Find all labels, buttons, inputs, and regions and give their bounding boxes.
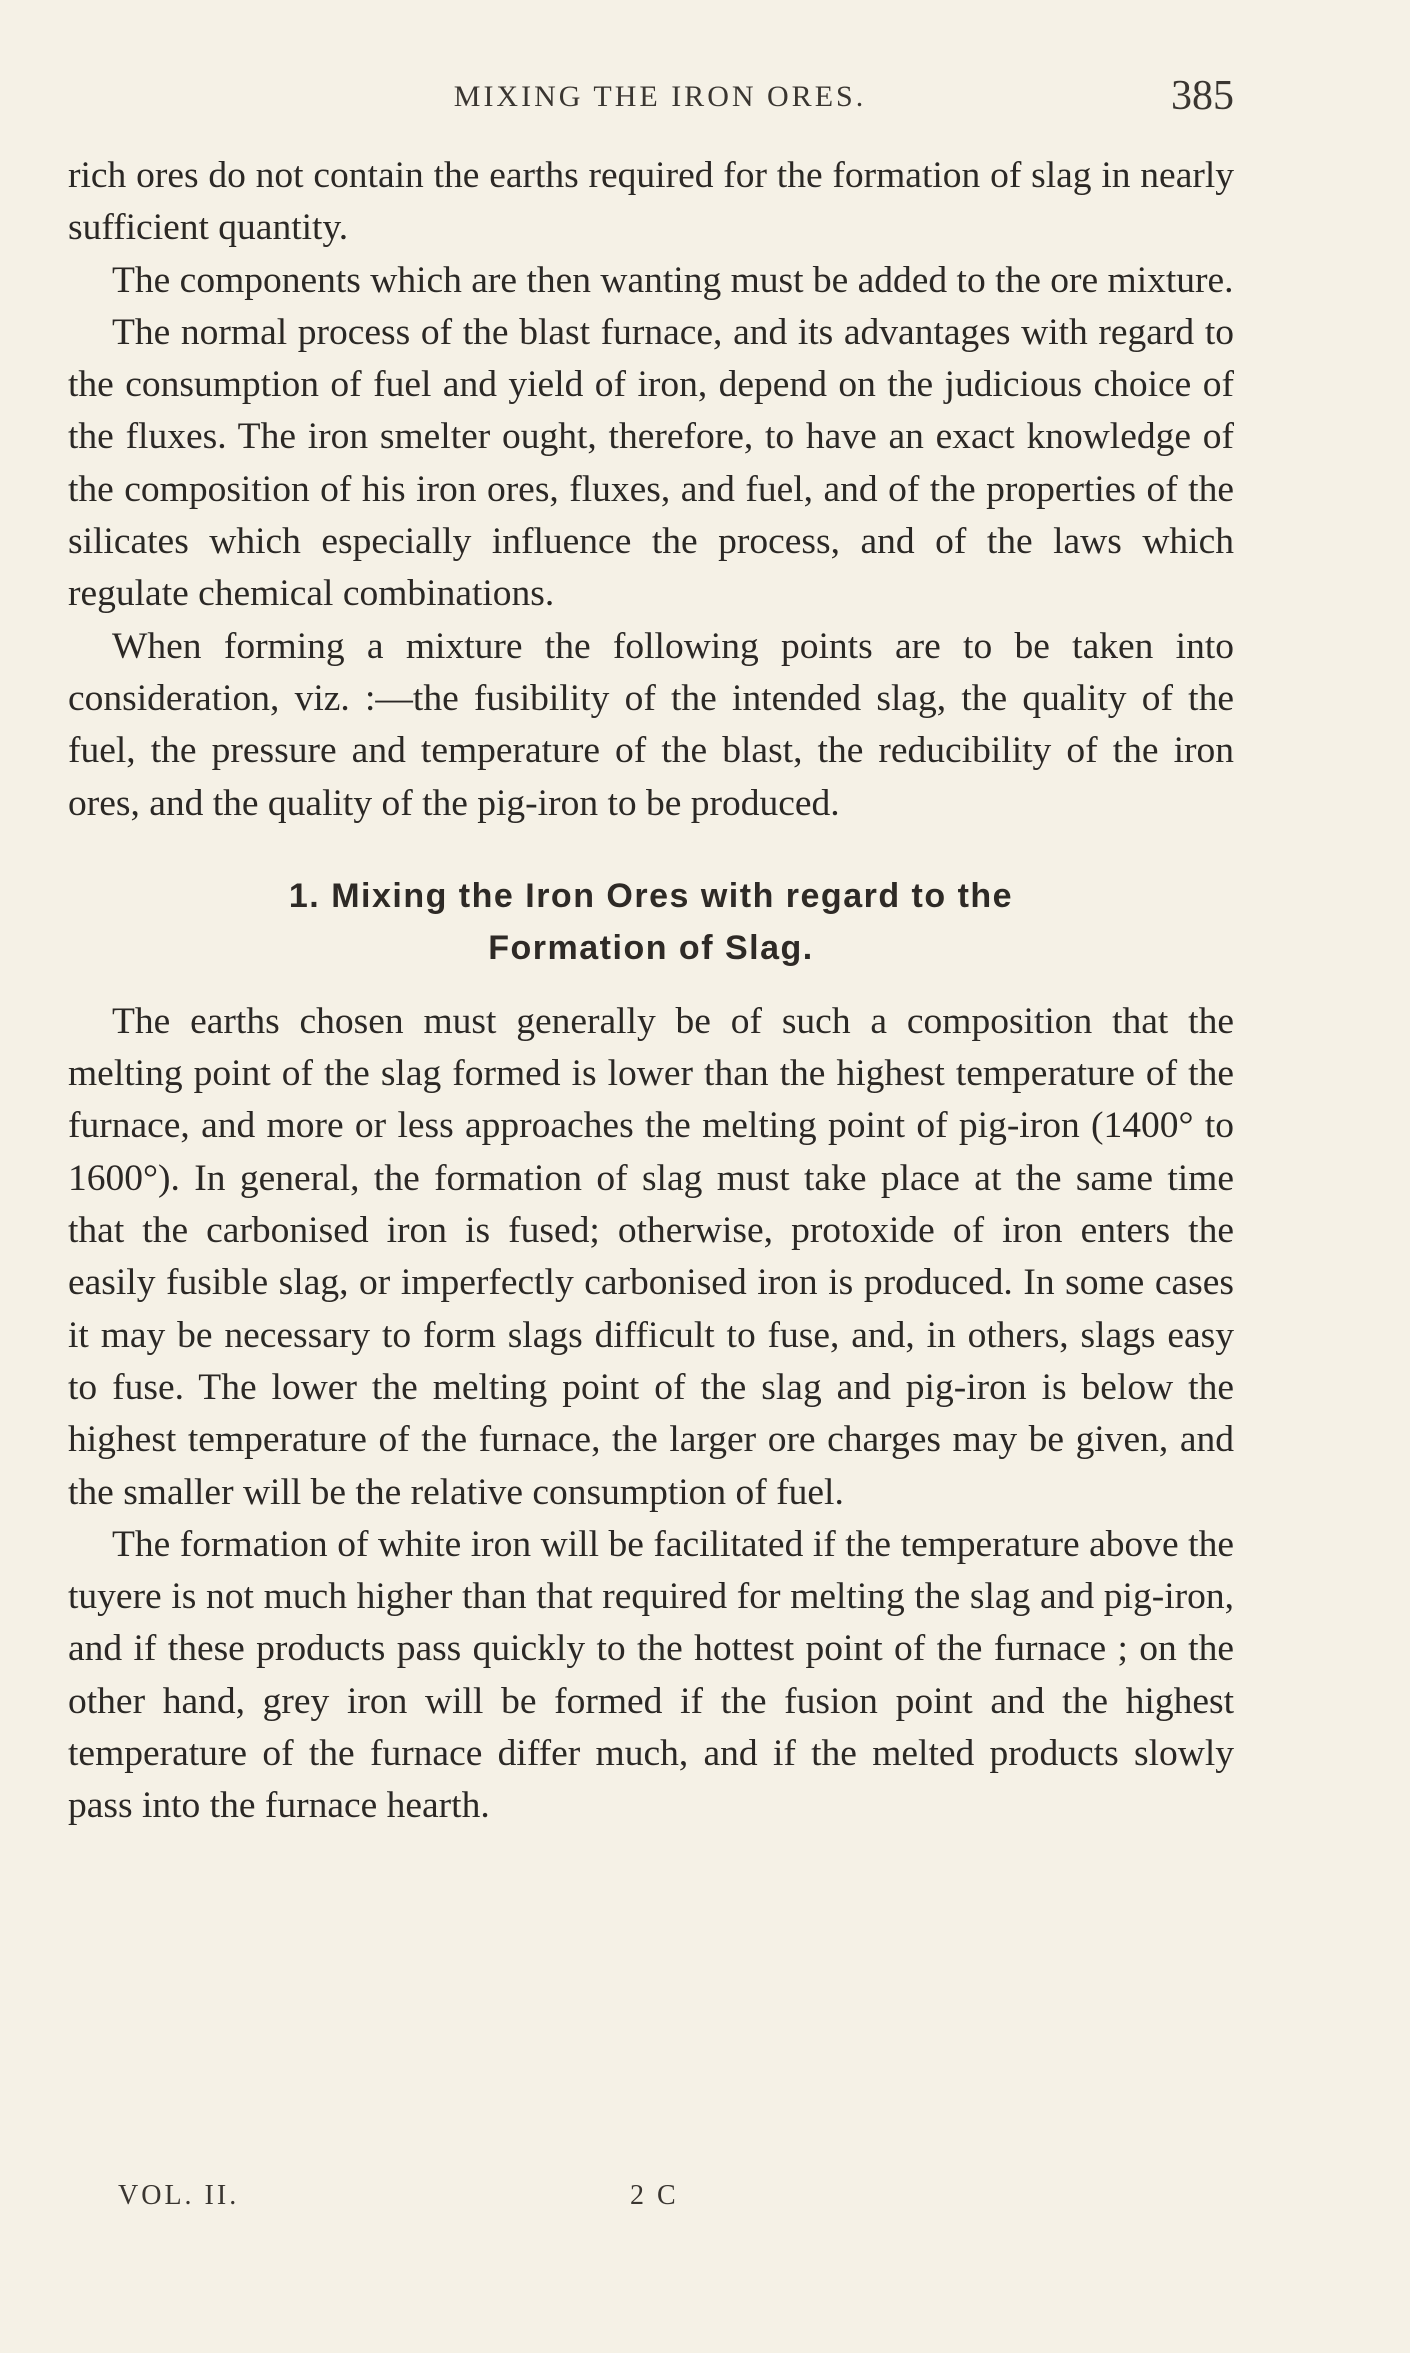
paragraph-components: The components which are then wanting must be added to the ore mixture.	[112, 259, 1234, 301]
paragraph-normal-process: The normal process of the blast furnace, and its advantages with regard to the consumption of fuel and yield of iron, depend on the judicious choice of the fluxes. The iron smelter ought, therefore, to have an exact knowledge of the composition of his iron ores, fluxes, and fuel, and of the properties of the silicates which especially influence the process, and of the laws which regulate chemical combinations.	[68, 311, 1234, 615]
running-head	[0, 72, 1410, 132]
section-heading-line-1: 1. Mixing the Iron Ores with regard to the	[288, 876, 1014, 915]
page-footer	[0, 2180, 1410, 2230]
volume-label: VOL. II.	[118, 2180, 240, 2211]
running-title: MIXING THE IRON ORES.	[453, 80, 867, 113]
section-heading-line-2: Formation of Slag.	[488, 928, 814, 967]
signature-mark: 2 C	[630, 2180, 679, 2211]
section-heading	[68, 870, 1234, 974]
page-number: 385	[1171, 73, 1234, 119]
paragraph-forming-mixture: When forming a mixture the following points are to be taken into consideration, viz. :—the fusibility of the intended slag, the quality of the fuel, the pressure and temperature of the blast, the reducibility of the iron ores, and the quality of the pig-iron to be produced.	[68, 625, 1234, 824]
paragraph-continuation: rich ores do not contain the earths required for the formation of slag in nearly sufficient quantity.	[68, 155, 1234, 249]
paragraph-earths-chosen: The earths chosen must generally be of such a composition that the melting point of the slag formed is lower than the highest temperature of the furnace, and more or less approaches the melting point of pig-iron (1400° to 1600°). In general, the formation of slag must take place at the same time that the carbonised iron is fused; otherwise, protoxide of iron enters the easily fusible slag, or imperfectly carbonised iron is produced. In some cases it may be necessary to form slags difficult to fuse, and, in others, slags easy to fuse. The lower the melting point of the slag and pig-iron is below the highest temperature of the furnace, the larger ore charges may be given, and the smaller will be the relative consumption of fuel.	[68, 1000, 1234, 1513]
paragraph-white-iron: The formation of white iron will be facilitated if the temperature above the tuyere is not much higher than that required for melting the slag and pig-iron, and if these products pass quickly to the hottest point of the furnace ; on the other hand, grey iron will be formed if the fusion point and the highest temperature of the furnace differ much, and if the melted products slowly pass into the furnace hearth.	[68, 1523, 1234, 1827]
body-text	[68, 150, 1234, 1833]
